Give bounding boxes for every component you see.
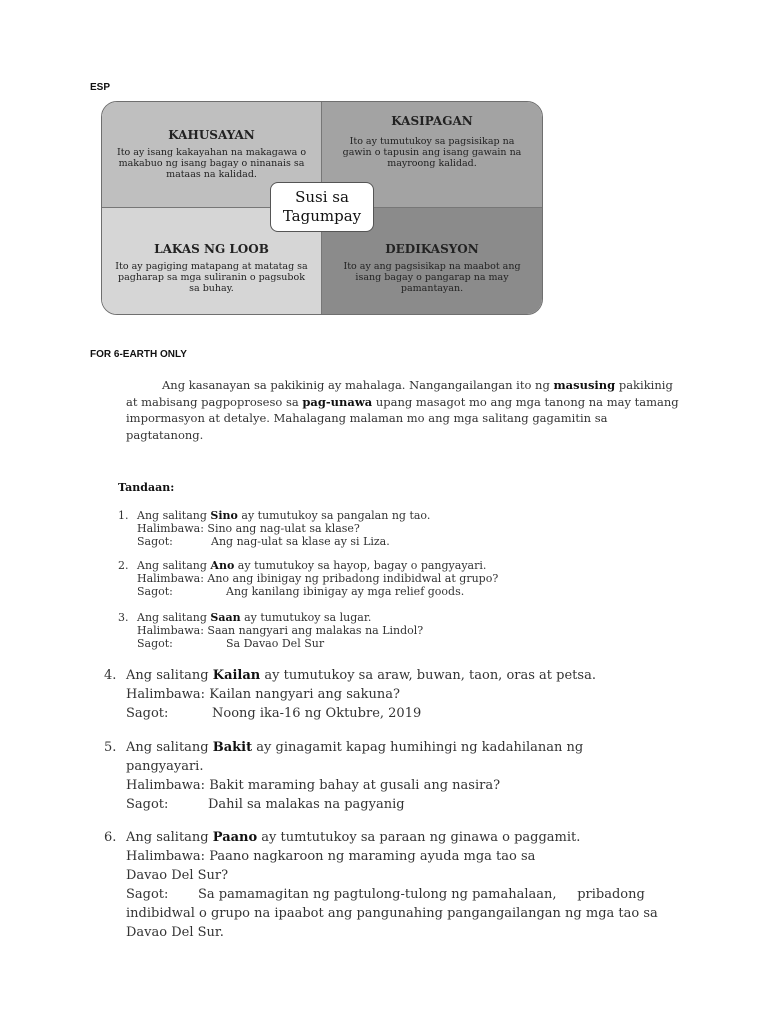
example-text: Bakit maraming bahay at gusali ang nasira? <box>209 778 501 793</box>
quadrant-desc: Ito ay ang pagsisikap na maabot ang isang bagay o pangarap na may pamantayan. <box>343 261 521 294</box>
answer-text-cont: indibidwal o grupo na ipaabot ang pangunahing pangangailangan ng mga tao sa <box>126 906 658 921</box>
item-text: Ang salitang <box>126 830 213 845</box>
example-text: Sino ang nag-ulat sa klase? <box>207 522 360 535</box>
item-text: Ang salitang <box>137 559 211 572</box>
intro-paragraph <box>126 377 686 443</box>
example-text: Kailan nangyari ang sakuna? <box>209 687 400 702</box>
example-label: Halimbawa: <box>137 522 204 535</box>
intro-text: Ang kasanayan sa pakikinig ay mahalaga. Nangangailangan ito ng <box>162 378 554 392</box>
answer-text: Ang kanilang ibinigay ay mga relief goods. <box>226 585 465 598</box>
item-text: Ang salitang <box>137 509 211 522</box>
quadrant-title: KASIPAGAN <box>391 114 473 128</box>
item-text-cont: pangyayari. <box>126 759 204 774</box>
list-item <box>118 509 430 548</box>
example-text: Ano ang ibinigay ng pribadong indibidwal at grupo? <box>207 572 499 585</box>
example-label: Halimbawa: <box>137 572 204 585</box>
example-text-cont: Davao Del Sur? <box>126 868 229 883</box>
item-text: Ang salitang <box>137 611 211 624</box>
answer-text: Dahil sa malakas na pagyanig <box>208 797 405 812</box>
item-number: 4. <box>104 668 117 683</box>
item-text: ay tumutukoy sa hayop, bagay o pangyayari. <box>234 559 487 572</box>
item-text: ay tumutukoy sa araw, buwan, taon, oras at petsa. <box>260 668 596 683</box>
list-item <box>118 559 498 598</box>
answer-label: Sagot: <box>126 706 169 721</box>
item-number: 3. <box>118 611 129 624</box>
intro-bold: pag-unawa <box>302 394 373 409</box>
quadrant-title: LAKAS NG LOOB <box>154 242 269 256</box>
list-item <box>104 666 596 723</box>
answer-text: Sa pamamagitan ng pagtulong-tulong ng pamahalaan, pribadong <box>198 887 645 902</box>
susi-sa-tagumpay-diagram <box>101 101 543 315</box>
center-line1: Susi sa <box>295 188 349 206</box>
intro-text: pakikinig at mabisang pagpoproseso sa <box>126 378 673 409</box>
item-keyword: Kailan <box>212 668 261 683</box>
list-item <box>104 738 583 814</box>
list-item <box>104 828 658 942</box>
item-number: 5. <box>104 740 117 755</box>
item-text: Ang salitang <box>126 668 213 683</box>
esp-label: ESP <box>90 82 111 93</box>
example-label: Halimbawa: <box>126 849 206 864</box>
quadrant-title: KAHUSAYAN <box>168 128 255 142</box>
item-text: Ang salitang <box>126 740 213 755</box>
item-number: 1. <box>118 509 129 522</box>
item-text: ay ginagamit kapag humihingi ng kadahilanan ng <box>252 740 584 755</box>
example-label: Halimbawa: <box>126 778 206 793</box>
answer-label: Sagot: <box>137 535 173 548</box>
example-label: Halimbawa: <box>137 624 204 637</box>
answer-label: Sagot: <box>126 887 169 902</box>
item-number: 2. <box>118 559 129 572</box>
intro-bold: masusing <box>553 378 616 392</box>
center-box <box>270 182 374 232</box>
quadrant-title: DEDIKASYON <box>385 242 479 256</box>
list-item <box>118 611 423 650</box>
item-keyword: Saan <box>210 611 241 624</box>
item-keyword: Ano <box>210 559 235 572</box>
answer-text: Noong ika-16 ng Oktubre, 2019 <box>212 706 422 721</box>
quadrant-desc: Ito ay tumutukoy sa pagsisikap na gawin o tapusin ang isang gawain na mayroong kalidad. <box>342 136 522 169</box>
item-number: 6. <box>104 830 117 845</box>
center-line2: Tagumpay <box>282 207 362 225</box>
item-keyword: Sino <box>210 509 238 522</box>
item-text: ay tumutukoy sa pangalan ng tao. <box>237 509 431 522</box>
answer-label: Sagot: <box>137 637 173 650</box>
answer-text: Ang nag-ulat sa klase ay si Liza. <box>211 535 390 548</box>
tandaan-heading: Tandaan: <box>118 481 175 494</box>
item-text: ay tumtutukoy sa paraan ng ginawa o paggamit. <box>257 830 581 845</box>
quadrant-desc: Ito ay pagiging matapang at matatag sa pagharap sa mga suliranin o pagsubok sa buhay. <box>115 261 308 294</box>
answer-label: Sagot: <box>126 797 169 812</box>
section-label: FOR 6-EARTH ONLY <box>90 349 187 360</box>
quadrant-desc: Ito ay isang kakayahan na makagawa o makabuo ng isang bagay o ninanais sa mataas na kalidad. <box>116 147 307 180</box>
intro-text: upang masagot mo ang mga tanong na may tamang impormasyon at detalye. Mahalagang malaman mo ang mga salitang gagamitin sa pagtatanong. <box>126 394 679 442</box>
answer-text: Sa Davao Del Sur <box>226 637 325 650</box>
example-label: Halimbawa: <box>126 687 206 702</box>
answer-text-cont: Davao Del Sur. <box>126 925 224 940</box>
item-keyword: Bakit <box>212 740 253 755</box>
item-text: ay tumutukoy sa lugar. <box>240 611 372 624</box>
example-text: Paano nagkaroon ng maraming ayuda mga tao sa <box>209 849 536 864</box>
answer-label: Sagot: <box>137 585 173 598</box>
example-text: Saan nangyari ang malakas na Lindol? <box>207 624 424 637</box>
item-keyword: Paano <box>212 830 258 845</box>
